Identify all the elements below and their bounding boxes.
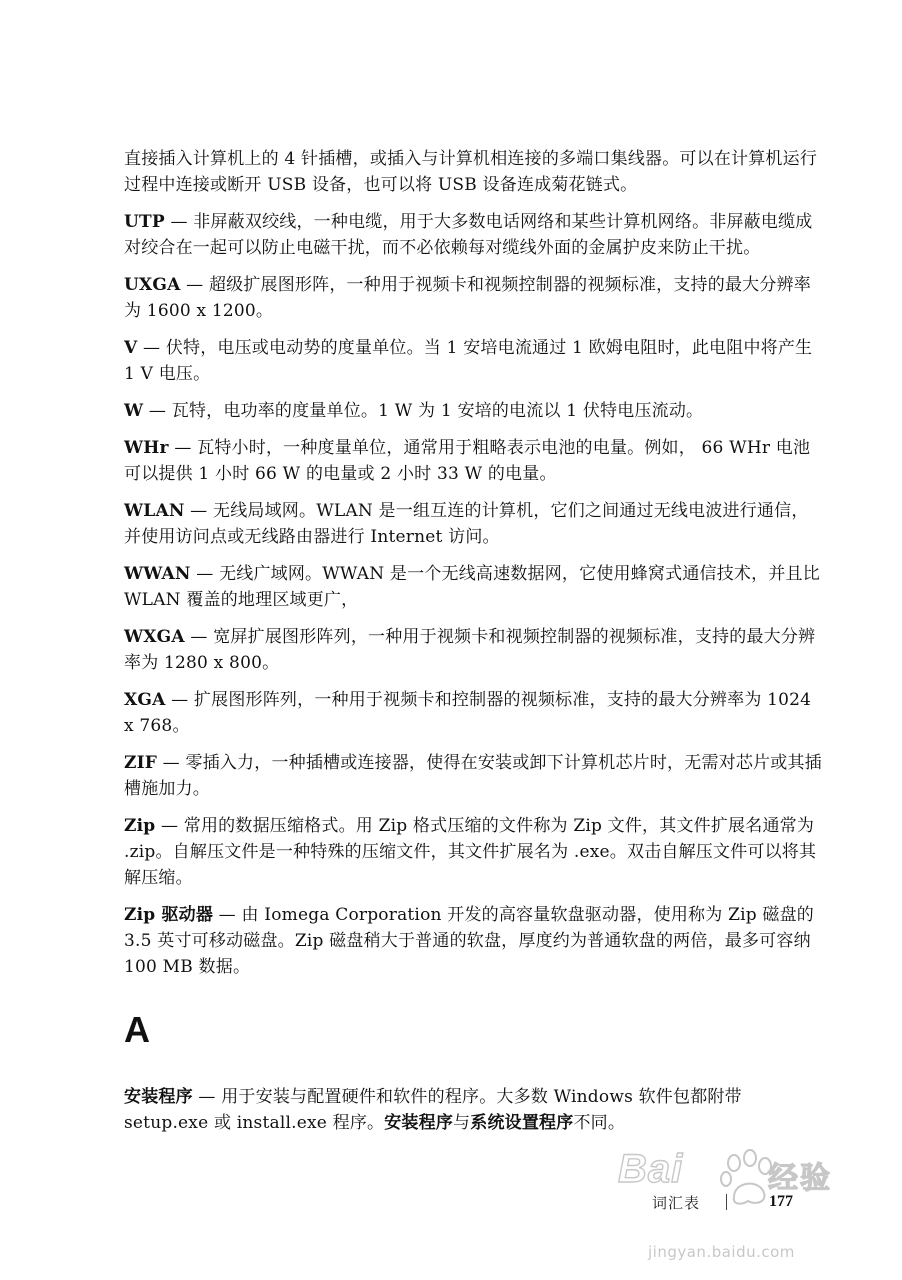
entry-bold-reference: 系统设置程序 [470,1113,574,1133]
entry-separator: — [192,1087,222,1107]
entry-term: W [124,401,144,421]
entry-text: 超级扩展图形阵，一种用于视频卡和视频控制器的视频标准，支持的最大分辨率为 1600 x 1200。 [124,275,811,321]
entry-text: 用于安装与配置硬件和软件的程序。大多数 Windows 软件包都附带 setup.exe 或 install.exe 程序。 [124,1087,742,1133]
entry-text: 扩展图形阵列，一种用于视频卡和控制器的视频标准，支持的最大分辨率为 1024 x 768。 [124,690,812,736]
glossary-entry [124,398,824,424]
entry-text: 由 Iomega Corporation 开发的高容量软盘驱动器，使用称为 Zip 磁盘的 3.5 英寸可移动磁盘。Zip 磁盘稍大于普通的软盘，厚度约为普通软盘的两倍，最多可容纳 100 MB 数据。 [124,905,814,977]
watermark-brand-text: 经验 [768,1161,832,1196]
glossary-entry-setup-program [124,1084,824,1136]
entry-term: V [124,338,138,358]
entry-term: ZIF [124,753,158,773]
entry-separator: — [190,564,220,584]
entry-text: 不同。 [573,1113,626,1133]
entry-text: 常用的数据压缩格式。用 Zip 格式压缩的文件称为 Zip 文件，其文件扩展名通常为 .zip。自解压文件是一种特殊的压缩文件，其文件扩展名为 .exe。双击自解压文件可以将其解压缩。 [124,816,817,888]
entry-text: 瓦特小时，一种度量单位，通常用于粗略表示电池的电量。例如， 66 WHr 电池可以提供 1 小时 66 W 的电量或 2 小时 33 W 的电量。 [124,438,811,484]
entry-term: 安装程序 [124,1087,193,1107]
glossary-entry [124,561,824,613]
entry-separator: — [143,401,172,421]
entry-text: 与 [453,1113,471,1133]
footer-divider [726,1194,727,1210]
entry-text: 无线广域网。WWAN 是一个无线高速数据网，它使用蜂窝式通信技术，并且比 WLAN 覆盖的地理区域更广， [124,564,820,610]
entry-term: WHr [124,438,169,458]
entry-separator: — [180,275,209,295]
page-number: 177 [769,1193,794,1210]
entry-text: 瓦特，电功率的度量单位。1 W 为 1 安培的电流以 1 伏特电压流动。 [171,401,704,421]
entry-term: Zip 驱动器 [124,905,214,925]
entry-term: Zip [124,816,156,836]
entry-term: WLAN [124,501,185,521]
watermark-logo-text: Bai [618,1147,684,1191]
entry-text: 零插入力，一种插槽或连接器，使得在安装或卸下计算机芯片时，无需对芯片或其插槽施加力。 [124,753,822,799]
glossary-entry [124,687,824,739]
glossary-entry [124,146,824,198]
entry-separator: — [155,816,184,836]
entry-separator: — [137,338,166,358]
entry-separator: — [184,627,214,647]
entry-separator: — [164,212,194,232]
entry-separator: — [157,753,186,773]
glossary-entry [124,209,824,261]
entry-text: 无线局域网。WLAN 是一组互连的计算机，它们之间通过无线电波进行通信，并使用访问点或无线路由器进行 Internet 访问。 [124,501,809,547]
glossary-entry [124,335,824,387]
entry-term: XGA [124,690,166,710]
entry-separator: — [184,501,213,521]
glossary-entry [124,272,824,324]
entry-separator: — [168,438,198,458]
entry-term: UTP [124,212,165,232]
glossary-entries [124,146,824,980]
footer-section-name: 词汇表 [652,1193,701,1212]
entry-term: WXGA [124,627,185,647]
entry-text: 直接插入计算机上的 4 针插槽，或插入与计算机相连接的多端口集线器。可以在计算机运行过程中连接或断开 USB 设备，也可以将 USB 设备连成菊花链式。 [124,149,818,195]
watermark-url: jingyan.baidu.com [648,1243,795,1261]
page-footer [652,1187,852,1217]
glossary-entry [124,435,824,487]
entry-text: 伏特，电压或电动势的度量单位。当 1 安培电流通过 1 欧姆电阻时，此电阻中将产生 1 V 电压。 [124,338,813,384]
glossary-entry [124,750,824,802]
entry-text: 宽屏扩展图形阵列，一种用于视频卡和视频控制器的视频标准，支持的最大分辨率为 1280 x 800。 [124,627,816,673]
entry-separator: — [165,690,194,710]
section-letter-heading: A [124,1009,150,1050]
entry-bold-reference: 安装程序 [384,1113,454,1133]
entry-term: UXGA [124,275,181,295]
glossary-entry [124,813,824,891]
glossary-entry [124,498,824,550]
entry-separator: — [213,905,242,925]
glossary-content [124,146,824,1147]
glossary-entry [124,902,824,980]
entry-text: 非屏蔽双绞线，一种电缆，用于大多数电话网络和某些计算机网络。非屏蔽电缆成对绞合在一起可以防止电磁干扰，而不必依赖每对缆线外面的金属护皮来防止干扰。 [124,212,813,258]
glossary-entry [124,624,824,676]
entry-term: WWAN [124,564,191,584]
